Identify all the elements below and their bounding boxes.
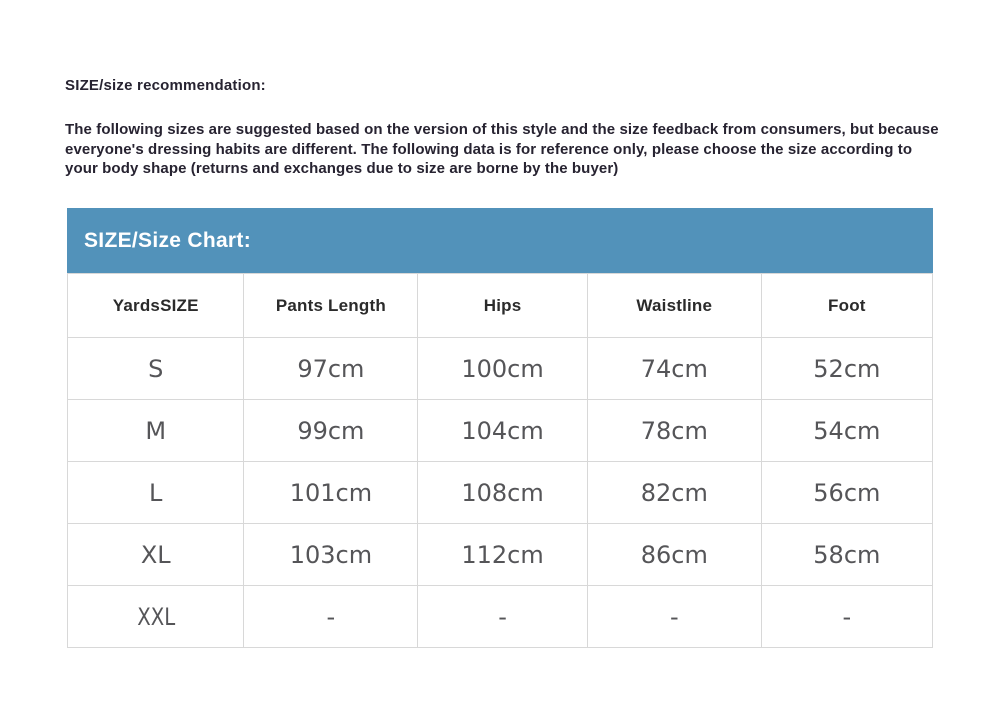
waistline-value: 82cm (587, 462, 761, 524)
column-header-hips: Hips (418, 274, 588, 338)
waistline-value: 86cm (587, 524, 761, 586)
size-recommendation-heading: SIZE/size recommendation: (65, 77, 266, 94)
foot-value: - (761, 586, 932, 648)
size-label: XL (68, 524, 244, 586)
hips-value: - (418, 586, 588, 648)
column-header-foot: Foot (761, 274, 932, 338)
foot-value: 54cm (761, 400, 932, 462)
hips-value: 112cm (418, 524, 588, 586)
column-header-size: YardsSIZE (68, 274, 244, 338)
size-label: L (68, 462, 244, 524)
pants-length-value: 99cm (244, 400, 418, 462)
table-header-row (68, 274, 933, 338)
waistline-value: - (587, 586, 761, 648)
table-row (68, 400, 933, 462)
size-label: S (68, 338, 244, 400)
foot-value: 58cm (761, 524, 932, 586)
pants-length-value: 97cm (244, 338, 418, 400)
table-row (68, 586, 933, 648)
table-row (68, 462, 933, 524)
pants-length-value: - (244, 586, 418, 648)
column-header-waistline: Waistline (587, 274, 761, 338)
size-chart-section (67, 208, 933, 648)
size-chart-title-bar (67, 208, 933, 273)
waistline-value: 74cm (587, 338, 761, 400)
size-label: M (68, 400, 244, 462)
hips-value: 108cm (418, 462, 588, 524)
size-label: XXL (83, 586, 228, 648)
waistline-value: 78cm (587, 400, 761, 462)
foot-value: 52cm (761, 338, 932, 400)
table-row (68, 338, 933, 400)
foot-value: 56cm (761, 462, 932, 524)
table-row (68, 524, 933, 586)
hips-value: 100cm (418, 338, 588, 400)
hips-value: 104cm (418, 400, 588, 462)
size-chart-title: SIZE/Size Chart: (84, 228, 251, 252)
column-header-pants-length: Pants Length (244, 274, 418, 338)
pants-length-value: 103cm (244, 524, 418, 586)
pants-length-value: 101cm (244, 462, 418, 524)
size-chart-table (67, 273, 933, 648)
size-recommendation-body: The following sizes are suggested based on the version of this style and the size feedback from consumers, but because everyone's dressing habits are different. The following data is for reference only, please choose the size according to your body shape (returns and exchanges due to size are borne by the buyer) (65, 121, 939, 177)
